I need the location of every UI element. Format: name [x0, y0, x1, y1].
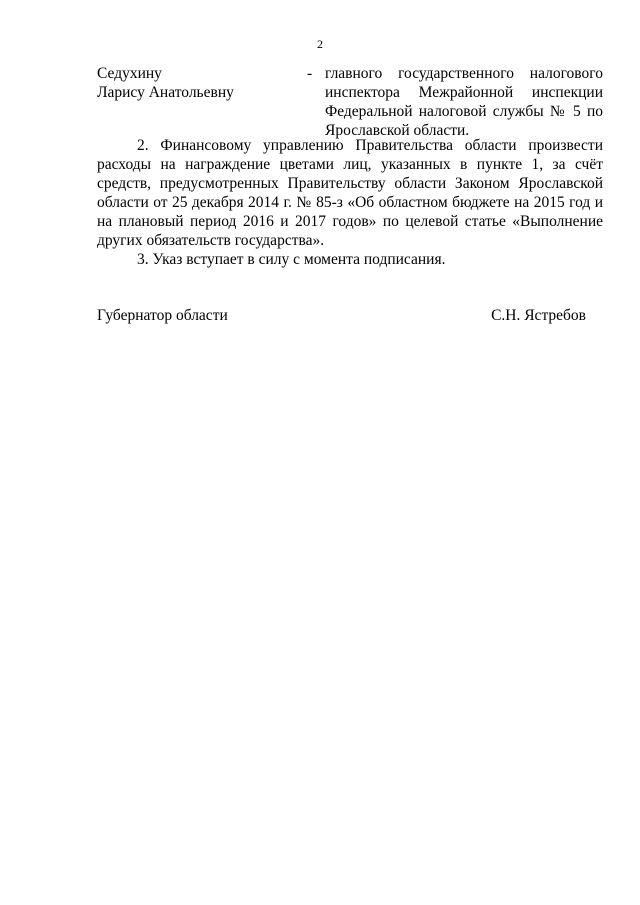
awardee-position — [325, 64, 603, 140]
paragraph-funding: 2. Финансовому управлению Правительства области произвести расходы на награждение цветами лиц, указанных в пункте 1, за счёт средств, предусмотренных Правительству области Законом Ярославской области от 25 декабря 2014 г. № 85-з «Об областном бюджете на 2015 год и на плановый период 2016 и 2017 годов» по целевой статье «Выполнение других обязательств государства». — [97, 137, 603, 249]
awardee-name — [97, 64, 307, 140]
position-line: Ярославской области. — [325, 122, 470, 139]
signature-block — [97, 306, 586, 325]
decree-body — [97, 136, 603, 269]
signatory-name: С.Н. Ястребов — [491, 307, 586, 324]
paragraph-effective-date: 3. Указ вступает в силу с момента подписания. — [137, 251, 446, 268]
entry-dash: - — [307, 65, 313, 82]
position-line: инспектора Межрайонной инспекции — [325, 84, 603, 101]
awardee-surname: Седухину — [97, 65, 162, 82]
signatory-title: Губернатор области — [97, 307, 228, 324]
awardee-given-names: Ларису Анатольевну — [97, 84, 234, 101]
award-entry — [97, 64, 603, 140]
position-line: Федеральной налоговой службы № 5 по — [325, 103, 603, 120]
position-line: главного государственного налогового — [325, 65, 603, 82]
page-number: 2 — [317, 37, 323, 51]
